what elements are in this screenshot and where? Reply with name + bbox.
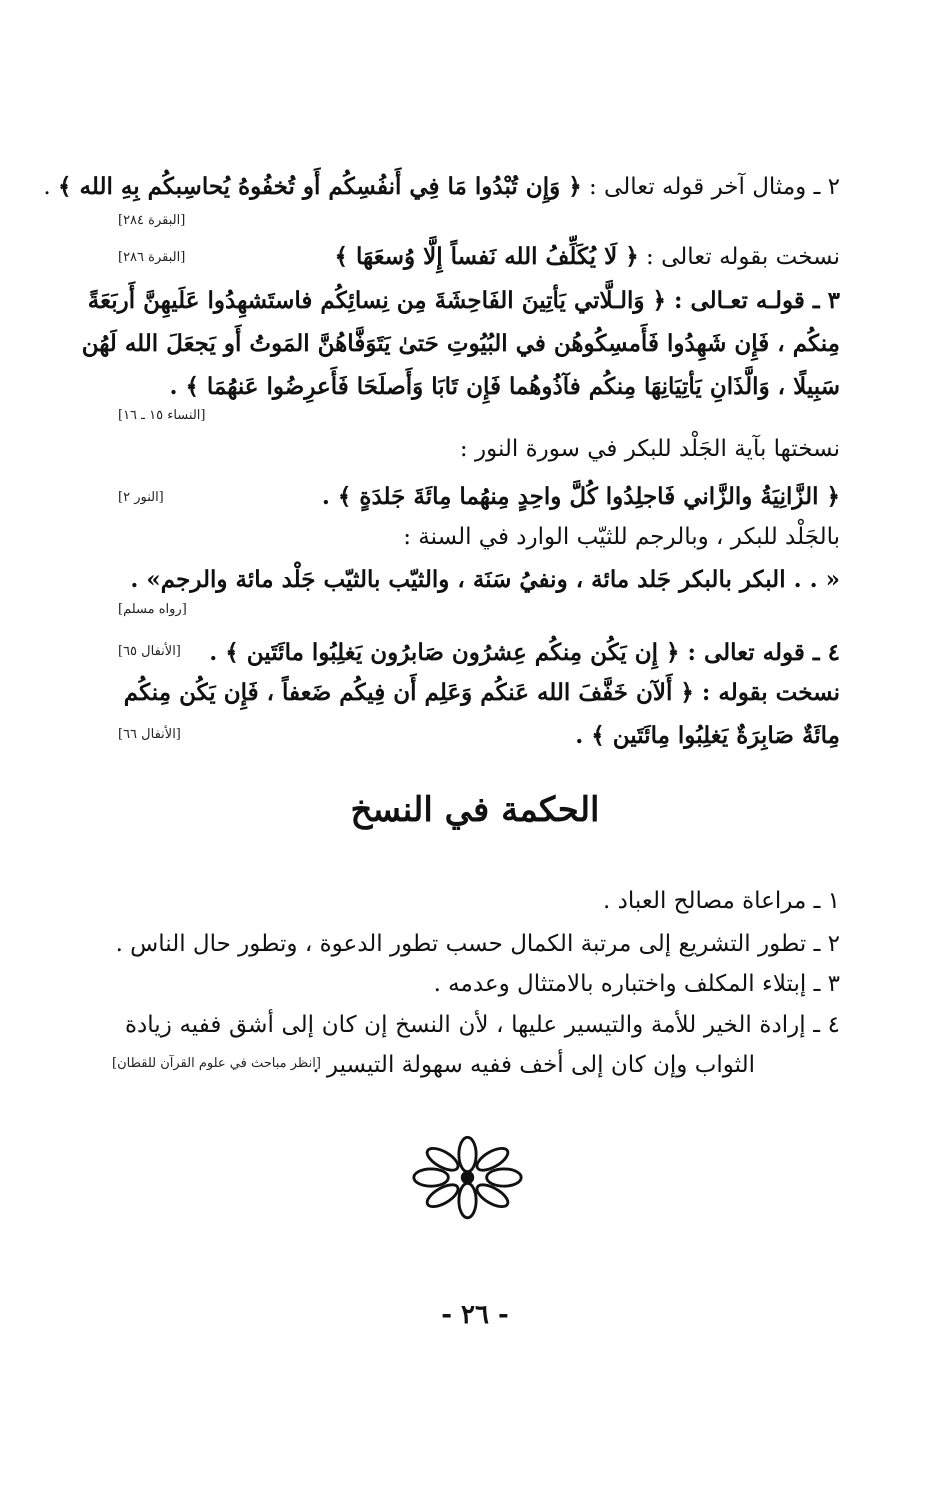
item3-hadith-line: « . . البكر بالبكر جَلد مائة ، ونفيُ سَنَة ، والثيّب بالثيّب جَلْد مائة والرجم» . [130, 566, 840, 593]
item3-sunnah-line: بالجَلْد للبكر ، وبالرجم للثيّب الوارد في السنة : [403, 524, 840, 550]
item2-ref: [البقرة ٢٨٤] [118, 213, 186, 228]
item2-abrogated-line [125, 240, 840, 274]
item4-line1: ٤ ـ قوله تعالى : ﴿ إِن يَكُن مِنكُم عِشرُون صَابرُون يَغلِبُوا مائَتَين ﴾ . [209, 639, 840, 666]
item2-end: . [43, 174, 51, 200]
item3-verse-ref: [النور ٢] [118, 490, 164, 505]
section-heading: الحكمة في النسخ [350, 790, 600, 830]
item3-hadith-ref: [رواه مسلم] [118, 602, 187, 617]
wisdom-item-4-line2: الثواب وإن كان إلى أخف ففيه سهولة التيسير . [312, 1052, 755, 1078]
wisdom-item-4-line1: ٤ ـ إرادة الخير للأمة والتيسير عليها ، لأن النسخ إن كان إلى أشق ففيه زيادة [125, 1012, 840, 1038]
item3-ref: [النساء ١٥ ـ ١٦] [118, 408, 206, 423]
item2-abrogated-verse: ﴿ لَا يُكَلِّفُ الله نَفساً إِلَّا وُسعَهَا ﴾ [334, 243, 639, 270]
item2-verse: ﴿ وَإِن تُبْدُوا مَا فِي أَنفُسِكُم أَو تُخفُوهُ يُحاسِبكُم بِهِ الله ﴾ [58, 173, 582, 200]
item2-intro: ٢ ـ ومثال آخر قوله تعالى : [589, 174, 840, 200]
wisdom-item-3: ٣ ـ إبتلاء المكلف واختباره بالامتثال وعدمه . [433, 971, 840, 997]
item2-line [43, 170, 840, 204]
item4-line3: مِائَةٌ صَابِرَةٌ يَغلِبُوا مِائَتَين ﴾ . [575, 722, 840, 749]
item3-line1: ٣ ـ قولـه تعـالى : ﴿ وَالـلَّاتي يَأتِينَ الفَاحِشَةَ مِن نِسائِكُم فاستَشهِدُوا عَلَيهِنَّ أَربَعَةً [87, 287, 840, 314]
page-number: - ٢٦ - [441, 1300, 509, 1330]
item3-abrogated-line: نسختها بآية الجَلْد للبكر في سورة النور : [459, 436, 840, 462]
wisdom-item-4-ref: [انظر مباحث في علوم القرآن للقطان] [112, 1056, 321, 1071]
item2-abrogated-intro: نسخت بقوله تعالى : [646, 244, 840, 270]
item3-line2: مِنكُم ، فَإِن شَهِدُوا فَأَمسِكُوهُن في البُيُوتِ حَتىٰ يَتَوَفَّاهُنَّ المَوتُ أَو يَجعَلَ الله لَهُن [81, 330, 840, 357]
item2-abrogated-ref: [البقرة ٢٨٦] [118, 250, 186, 265]
item4-ref1: [الأنفال ٦٥] [118, 644, 181, 659]
wisdom-item-2: ٢ ـ تطور التشريع إلى مرتبة الكمال حسب تطور الدعوة ، وتطور حال الناس . [115, 931, 840, 957]
item3-verse-line: ﴿ الزَّانِيَةُ والزَّاني فَاجلِدُوا كُلَّ واحِدٍ مِنهُما مِائَةَ جَلدَةٍ ﴾ . [321, 483, 840, 510]
flower-ornament-icon [410, 1135, 525, 1220]
item4-ref2: [الأنفال ٦٦] [118, 727, 181, 742]
wisdom-item-1: ١ ـ مراعاة مصالح العباد . [603, 888, 840, 914]
item3-line3: سَبِيلًا ، وَالَّذَانِ يَأتِيَانِهَا مِنكُم فآذُوهُما فَإِن تَابَا وَأَصلَحَا فَأَعرِضُوا عَنهُمَا ﴾ . [169, 373, 840, 400]
item4-line2: نسخت بقوله : ﴿ أَلآن خَفَّفَ الله عَنكُم وَعَلِم أَن فِيكُم ضَعفاً ، فَإِن يَكُن مِنكُم [123, 679, 840, 706]
